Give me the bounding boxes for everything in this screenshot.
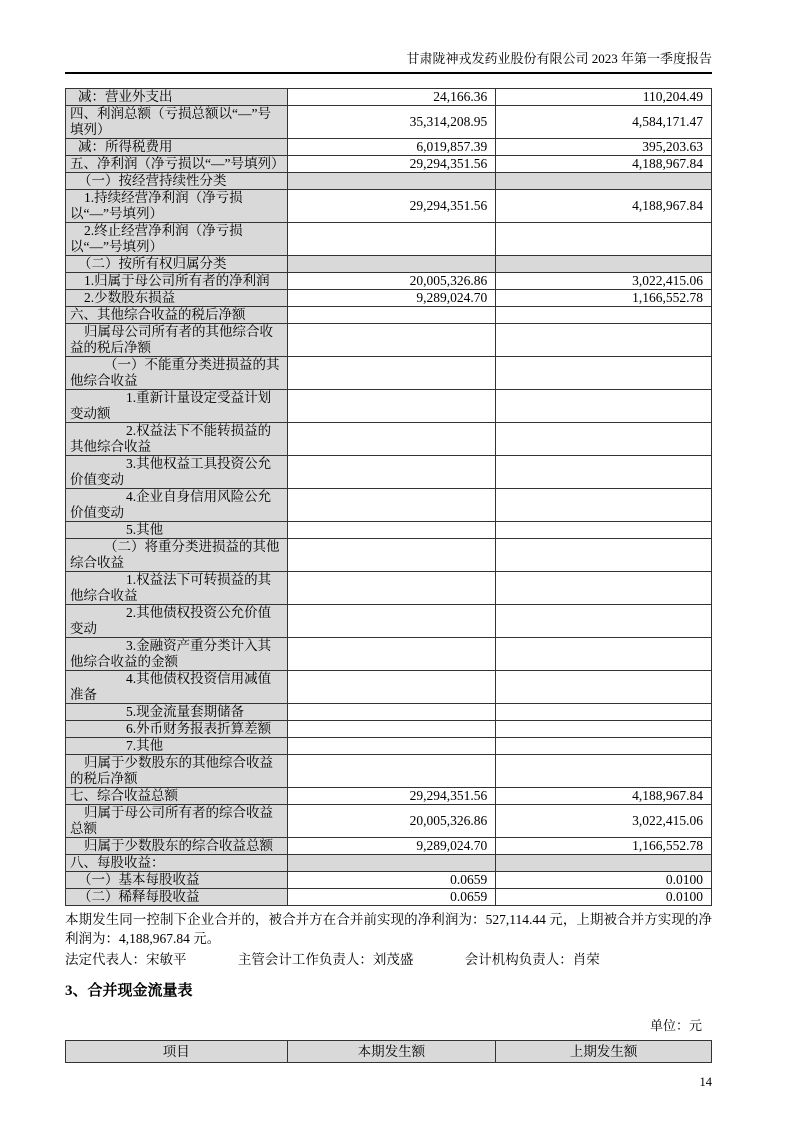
current-period-value <box>287 489 496 522</box>
table-row <box>66 173 712 190</box>
current-period-value <box>287 307 496 324</box>
page-number: 14 <box>699 1075 712 1089</box>
row-label: 2.少数股东损益 <box>66 290 288 307</box>
row-label: （二）按所有权归属分类 <box>66 256 288 273</box>
row-label: 四、利润总额（亏损总额以“—”号填列） <box>66 106 288 139</box>
prior-period-value: 4,188,967.84 <box>496 788 712 805</box>
cashflow-section-heading: 3、合并现金流量表 <box>65 983 193 999</box>
current-period-value <box>287 357 496 390</box>
table-row <box>66 273 712 290</box>
column-header-current-period: 本期发生额 <box>287 1041 496 1063</box>
current-period-value <box>287 423 496 456</box>
row-label: （一）不能重分类进损益的其他综合收益 <box>66 357 288 390</box>
cashflow-header-row <box>66 1041 712 1063</box>
row-label: （一）基本每股收益 <box>66 872 288 889</box>
row-label: 2.其他债权投资公允价值变动 <box>66 605 288 638</box>
current-period-value: 29,294,351.56 <box>287 190 496 223</box>
row-label: （二）将重分类进损益的其他综合收益 <box>66 539 288 572</box>
row-label: 归属于少数股东的综合收益总额 <box>66 838 288 855</box>
prior-period-value: 4,188,967.84 <box>496 156 712 173</box>
prior-period-value <box>496 256 712 273</box>
current-period-value: 20,005,326.86 <box>287 273 496 290</box>
chief-accountant: 主管会计工作负责人：刘茂盛 <box>237 952 414 967</box>
current-period-value <box>287 390 496 423</box>
row-label: 1.重新计量设定受益计划变动额 <box>66 390 288 423</box>
table-row <box>66 721 712 738</box>
current-period-value: 24,166.36 <box>287 89 496 106</box>
prior-period-value <box>496 423 712 456</box>
current-period-value: 29,294,351.56 <box>287 788 496 805</box>
table-row <box>66 489 712 522</box>
prior-period-value <box>496 738 712 755</box>
row-label: 4.其他债权投资信用减值准备 <box>66 671 288 704</box>
table-row <box>66 223 712 256</box>
table-row <box>66 256 712 273</box>
current-period-value: 9,289,024.70 <box>287 290 496 307</box>
prior-period-value: 4,188,967.84 <box>496 190 712 223</box>
prior-period-value: 110,204.49 <box>496 89 712 106</box>
table-row <box>66 738 712 755</box>
prior-period-value <box>496 390 712 423</box>
accounting-department-head: 会计机构负责人：肖荣 <box>464 952 600 967</box>
current-period-value <box>287 855 496 872</box>
current-period-value <box>287 456 496 489</box>
current-period-value <box>287 755 496 788</box>
row-label: 1.归属于母公司所有者的净利润 <box>66 273 288 290</box>
unit-label: 单位：元 <box>649 1018 702 1033</box>
prior-period-value <box>496 704 712 721</box>
row-label: 1.持续经营净利润（净亏损以“—”号填列） <box>66 190 288 223</box>
current-period-value <box>287 539 496 572</box>
current-period-value: 0.0659 <box>287 872 496 889</box>
table-row <box>66 307 712 324</box>
table-row <box>66 805 712 838</box>
table-row <box>66 324 712 357</box>
table-row <box>66 423 712 456</box>
row-label: 7.其他 <box>66 738 288 755</box>
column-header-item: 项目 <box>66 1041 288 1063</box>
row-label: 6.外币财务报表折算差额 <box>66 721 288 738</box>
prior-period-value: 1,166,552.78 <box>496 290 712 307</box>
prior-period-value <box>496 855 712 872</box>
table-row <box>66 855 712 872</box>
prior-period-value <box>496 755 712 788</box>
prior-period-value: 0.0100 <box>496 872 712 889</box>
page-header <box>65 0 712 74</box>
prior-period-value <box>496 173 712 190</box>
table-row <box>66 755 712 788</box>
table-row <box>66 704 712 721</box>
row-label: （一）按经营持续性分类 <box>66 173 288 190</box>
page-content <box>65 0 712 1090</box>
table-row <box>66 522 712 539</box>
merger-note: 本期发生同一控制下企业合并的，被合并方在合并前实现的净利润为：527,114.44 元，上期被合并方实现的净利润为：4,188,967.84 元。 <box>65 912 712 946</box>
prior-period-value <box>496 638 712 671</box>
prior-period-value: 395,203.63 <box>496 139 712 156</box>
row-label: 八、每股收益： <box>66 855 288 872</box>
table-row <box>66 671 712 704</box>
current-period-value <box>287 173 496 190</box>
report-title: 甘肃陇神戎发药业股份有限公司 2023 年第一季度报告 <box>406 51 712 66</box>
current-period-value <box>287 704 496 721</box>
row-label: 5.其他 <box>66 522 288 539</box>
signatories-line <box>65 950 712 969</box>
row-label: 3.金融资产重分类计入其他综合收益的金额 <box>66 638 288 671</box>
current-period-value <box>287 638 496 671</box>
current-period-value <box>287 324 496 357</box>
row-label: 归属于母公司所有者的综合收益总额 <box>66 805 288 838</box>
current-period-value: 6,019,857.39 <box>287 139 496 156</box>
row-label: 七、综合收益总额 <box>66 788 288 805</box>
prior-period-value <box>496 223 712 256</box>
prior-period-value: 4,584,171.47 <box>496 106 712 139</box>
prior-period-value <box>496 307 712 324</box>
current-period-value <box>287 671 496 704</box>
current-period-value: 9,289,024.70 <box>287 838 496 855</box>
prior-period-value <box>496 489 712 522</box>
row-label: 减：营业外支出 <box>66 89 288 106</box>
row-label: 3.其他权益工具投资公允价值变动 <box>66 456 288 489</box>
table-row <box>66 106 712 139</box>
row-label: （二）稀释每股收益 <box>66 889 288 906</box>
table-row <box>66 889 712 906</box>
prior-period-value <box>496 522 712 539</box>
current-period-value <box>287 256 496 273</box>
prior-period-value: 1,166,552.78 <box>496 838 712 855</box>
current-period-value <box>287 721 496 738</box>
current-period-value: 35,314,208.95 <box>287 106 496 139</box>
table-row <box>66 838 712 855</box>
row-label: 2.终止经营净利润（净亏损以“—”号填列） <box>66 223 288 256</box>
table-row <box>66 872 712 889</box>
row-label: 5.现金流量套期储备 <box>66 704 288 721</box>
column-header-prior-period: 上期发生额 <box>496 1041 712 1063</box>
row-label: 4.企业自身信用风险公允价值变动 <box>66 489 288 522</box>
table-row <box>66 539 712 572</box>
current-period-value: 29,294,351.56 <box>287 156 496 173</box>
table-row <box>66 357 712 390</box>
prior-period-value: 3,022,415.06 <box>496 273 712 290</box>
row-label: 1.权益法下可转损益的其他综合收益 <box>66 572 288 605</box>
row-label: 六、其他综合收益的税后净额 <box>66 307 288 324</box>
income-statement-table <box>65 88 712 906</box>
income-statement-body <box>66 89 712 906</box>
prior-period-value <box>496 357 712 390</box>
prior-period-value <box>496 721 712 738</box>
row-label: 减：所得税费用 <box>66 139 288 156</box>
table-row <box>66 89 712 106</box>
current-period-value <box>287 738 496 755</box>
prior-period-value <box>496 671 712 704</box>
prior-period-value <box>496 539 712 572</box>
row-label: 归属于少数股东的其他综合收益的税后净额 <box>66 755 288 788</box>
table-row <box>66 156 712 173</box>
legal-representative: 法定代表人：宋敏平 <box>65 952 187 967</box>
current-period-value: 20,005,326.86 <box>287 805 496 838</box>
table-row <box>66 788 712 805</box>
prior-period-value: 3,022,415.06 <box>496 805 712 838</box>
table-row <box>66 290 712 307</box>
row-label: 五、净利润（净亏损以“—”号填列） <box>66 156 288 173</box>
current-period-value <box>287 223 496 256</box>
prior-period-value <box>496 456 712 489</box>
current-period-value: 0.0659 <box>287 889 496 906</box>
header-rule <box>65 72 712 74</box>
current-period-value <box>287 572 496 605</box>
prior-period-value <box>496 605 712 638</box>
table-row <box>66 139 712 156</box>
table-row <box>66 605 712 638</box>
row-label: 2.权益法下不能转损益的其他综合收益 <box>66 423 288 456</box>
current-period-value <box>287 605 496 638</box>
prior-period-value <box>496 324 712 357</box>
prior-period-value <box>496 572 712 605</box>
current-period-value <box>287 522 496 539</box>
table-row <box>66 572 712 605</box>
table-row <box>66 456 712 489</box>
table-row <box>66 390 712 423</box>
cashflow-table <box>65 1040 712 1063</box>
table-row <box>66 190 712 223</box>
row-label: 归属母公司所有者的其他综合收益的税后净额 <box>66 324 288 357</box>
table-row <box>66 638 712 671</box>
prior-period-value: 0.0100 <box>496 889 712 906</box>
